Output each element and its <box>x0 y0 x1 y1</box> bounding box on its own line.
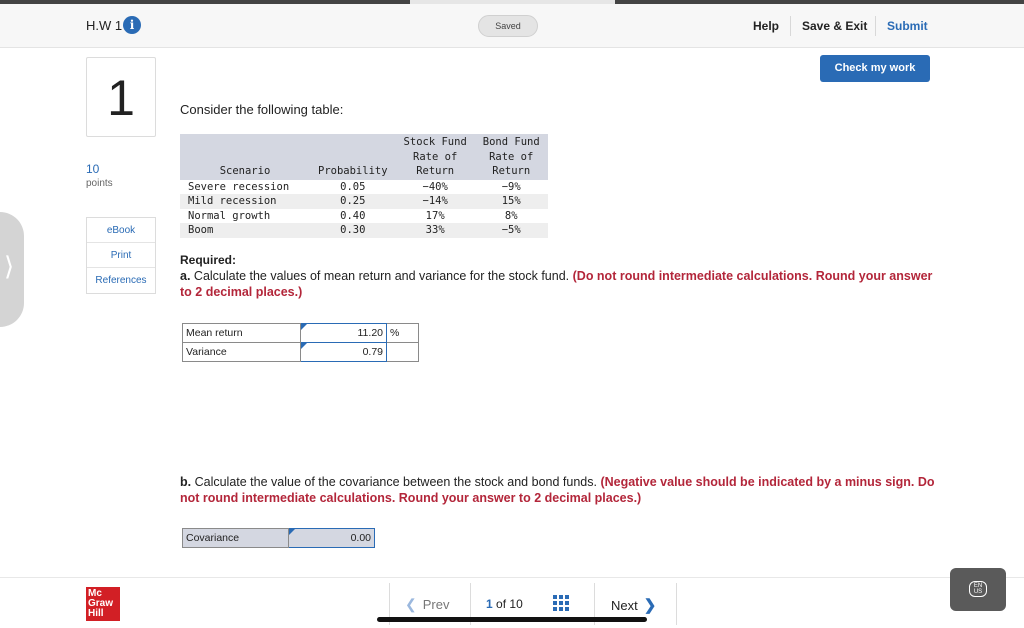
cell-stock-return: −14% <box>396 194 475 209</box>
header-line: Return <box>492 165 531 177</box>
help-link[interactable]: Help <box>753 19 780 33</box>
covariance-input[interactable]: 0.00 <box>289 529 375 548</box>
points-label: points <box>86 178 113 189</box>
cell-probability: 0.30 <box>310 223 396 238</box>
header-divider <box>875 16 876 36</box>
resources-panel <box>86 217 156 294</box>
answer-row-mean <box>183 324 419 343</box>
table-row <box>180 180 548 195</box>
of-label: of <box>496 597 507 611</box>
table-row <box>180 223 548 238</box>
logo-line: Graw <box>88 598 114 609</box>
save-exit-link[interactable]: Save & Exit <box>802 19 868 33</box>
language-button[interactable] <box>950 568 1006 611</box>
scenario-table <box>180 134 548 238</box>
table-header-scenario: Scenario <box>180 134 310 180</box>
footer-divider <box>0 577 1024 578</box>
part-b-text: Calculate the value of the covariance between the stock and bond funds. <box>194 475 597 489</box>
print-link[interactable]: Print <box>87 243 155 268</box>
question-number: 1 <box>86 57 156 137</box>
cell-probability: 0.40 <box>340 209 366 222</box>
lang-bottom: US <box>973 589 983 595</box>
next-button[interactable] <box>611 596 656 614</box>
answer-row-variance <box>183 343 419 362</box>
part-b-note: (Negative value should be indicated by a minus sign. Do not round intermediate calculations. Round your answer to 2 decimal places.) <box>180 475 935 505</box>
table-header-probability: Probability <box>310 134 396 180</box>
header-line: Rate of <box>413 150 458 163</box>
next-label: Next <box>611 598 638 613</box>
answer-row-covariance <box>183 529 375 548</box>
references-link[interactable]: References <box>95 275 147 286</box>
cell-bond-return: 8% <box>504 209 518 222</box>
globe-icon <box>969 581 987 597</box>
cell-scenario: Boom <box>180 223 310 238</box>
saved-badge: Saved <box>478 15 538 37</box>
home-indicator-bar <box>377 617 647 622</box>
cell-scenario: Mild recession <box>180 194 310 209</box>
header-line: Rate of <box>489 150 534 163</box>
cell-probability: 0.05 <box>340 180 366 193</box>
chevron-left-icon: ❮ <box>405 596 417 612</box>
grid-icon[interactable] <box>553 595 569 611</box>
table-header-bond <box>475 134 548 180</box>
chevron-right-icon: ❯ <box>643 597 657 614</box>
cell-scenario: Normal growth <box>188 209 271 222</box>
table-row <box>180 209 548 224</box>
points-value: 10 <box>86 162 100 176</box>
total-pages: 10 <box>509 597 523 611</box>
part-a-instructions <box>180 268 940 300</box>
header-line: Return <box>416 165 455 177</box>
part-a-note: (Do not round intermediate calculations. Round your answer to 2 decimal places.) <box>180 269 933 299</box>
mean-return-input[interactable]: 11.20 <box>301 324 387 343</box>
cell-stock-return: 17% <box>425 209 445 222</box>
cell-bond-return: −9% <box>501 180 521 193</box>
cell-scenario: Severe recession <box>188 180 290 193</box>
table-header-stock <box>396 134 475 180</box>
mean-return-label: Mean return <box>183 324 301 343</box>
covariance-label: Covariance <box>183 529 289 548</box>
current-page: 1 <box>486 597 493 611</box>
chevron-right-icon[interactable]: ⟩ <box>4 252 15 282</box>
variance-input[interactable]: 0.79 <box>301 343 387 362</box>
cell-probability: 0.25 <box>310 194 396 209</box>
submit-link[interactable]: Submit <box>887 19 928 33</box>
lang-top: EN <box>973 583 983 589</box>
variance-unit <box>387 343 419 362</box>
header-line: Stock Fund <box>403 136 467 148</box>
mean-return-unit: % <box>387 324 419 343</box>
variance-label: Variance <box>183 343 301 362</box>
header-divider <box>790 16 791 36</box>
check-my-work-button[interactable]: Check my work <box>820 55 930 82</box>
logo-line: Hill <box>88 608 104 619</box>
prev-button[interactable] <box>405 596 449 613</box>
ebook-link[interactable]: eBook <box>87 218 155 243</box>
cell-bond-return: 15% <box>475 194 548 209</box>
part-a-lead: a. <box>180 269 191 283</box>
cell-stock-return: −40% <box>422 180 448 193</box>
logo-line: Mc <box>88 588 102 599</box>
assignment-title: H.W 1 <box>86 18 123 33</box>
page-indicator[interactable] <box>486 597 523 611</box>
part-a-answer-table <box>182 323 419 362</box>
header-line: Bond Fund <box>482 136 540 148</box>
part-b-instructions <box>180 474 940 506</box>
cell-stock-return: 33% <box>396 223 475 238</box>
info-icon[interactable]: i <box>123 16 141 34</box>
top-header <box>0 4 1024 48</box>
part-b-answer-table <box>182 528 375 548</box>
part-b-lead: b. <box>180 475 192 489</box>
prev-label: Prev <box>422 597 450 612</box>
part-a-text: Calculate the values of mean return and variance for the stock fund. <box>193 269 570 283</box>
mcgraw-hill-logo <box>86 587 120 621</box>
cell-bond-return: −5% <box>475 223 548 238</box>
required-heading: Required: <box>180 253 237 267</box>
question-prompt: Consider the following table: <box>180 102 344 117</box>
table-row <box>180 194 548 209</box>
